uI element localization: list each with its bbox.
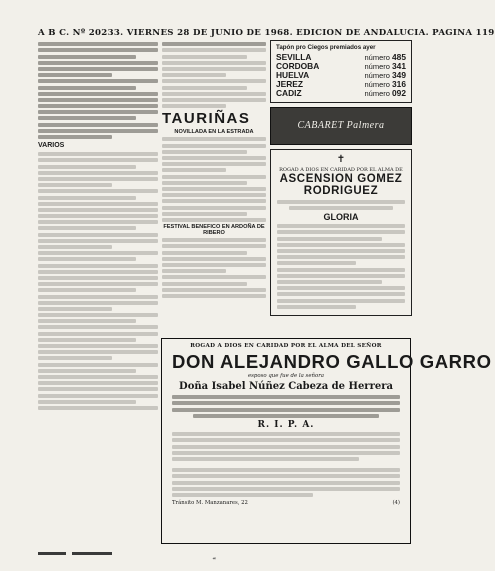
page-header: A B C. Nº 20233. VIERNES 28 DE JUNIO DE 1968. EDICION DE ANDALUCIA. PAGINA 119 (38, 28, 495, 38)
text-line (38, 307, 112, 311)
text-line (38, 135, 112, 139)
lottery-number: 485 (392, 51, 406, 62)
text-line (38, 48, 158, 52)
text-line (38, 55, 136, 59)
text-line (162, 175, 266, 179)
text-line (162, 263, 266, 267)
text-line (38, 42, 158, 46)
text-line (38, 344, 158, 348)
lottery-city: HUELVA (276, 69, 310, 80)
lottery-number: 341 (392, 60, 406, 71)
lottery-results-box (270, 40, 412, 103)
novillada-subhead: NOVILLADA EN LA ESTRADA (174, 129, 254, 136)
text-line (38, 363, 158, 367)
text-line (38, 177, 158, 181)
taurinas-title: TAURIÑAS (162, 110, 251, 128)
text-line (38, 338, 136, 342)
text-line (162, 193, 266, 197)
lottery-city: SEVILLA (276, 51, 312, 62)
text-line (162, 218, 266, 222)
lottery-city: JEREZ (276, 79, 303, 90)
lottery-label: número (364, 70, 393, 80)
text-line (162, 294, 266, 298)
lottery-city: CADIZ (276, 88, 302, 99)
text-line (162, 212, 247, 216)
text-line (38, 387, 158, 391)
text-line (38, 288, 136, 292)
text-line (38, 233, 158, 237)
lottery-title: Tapón pro Ciegos premiados ayer (276, 44, 376, 51)
text-line (38, 171, 158, 175)
obituary-big-top: ROGAD A DIOS EN CARIDAD POR EL ALMA DEL SEÑOR (190, 343, 382, 349)
text-line (38, 123, 158, 127)
text-line (38, 276, 158, 280)
text-line (38, 226, 136, 230)
text-line (38, 381, 158, 385)
text-line (38, 86, 136, 90)
text-line (38, 239, 158, 243)
lottery-city: CORDOBA (276, 60, 320, 71)
right-column (270, 40, 412, 336)
text-line (162, 206, 266, 210)
text-line (162, 282, 247, 286)
obituary-right-top: ROGAD A DIOS EN CARIDAD POR EL ALMA DE (279, 166, 403, 173)
obituary-big-footer-right: (4) (392, 500, 400, 506)
text-line (162, 144, 266, 148)
lottery-number: 092 (392, 88, 406, 99)
text-line (38, 220, 158, 224)
text-line (38, 165, 136, 169)
text-line (38, 295, 158, 299)
lottery-row (276, 89, 406, 98)
text-line (38, 152, 158, 156)
text-line (38, 282, 158, 286)
text-line (38, 375, 158, 379)
text-line (38, 189, 158, 193)
lottery-label: número (364, 61, 393, 71)
text-line (38, 183, 112, 187)
text-line (162, 257, 266, 261)
text-line (38, 79, 158, 83)
text-line (38, 264, 158, 268)
text-line (162, 162, 266, 166)
obituary-big-widow: Doña Isabel Núñez Cabeza de Herrera (179, 381, 393, 392)
text-line (162, 251, 247, 255)
text-line (162, 137, 266, 141)
text-line (38, 202, 158, 206)
text-line (162, 187, 266, 191)
festival-subhead: FESTIVAL BENEFICO EN ARDOÑA DE RIBERO (163, 224, 265, 237)
left-section-heading: VARIOS (38, 142, 65, 149)
text-line (162, 181, 247, 185)
text-line (162, 244, 266, 248)
cross-icon: ✝ (336, 153, 346, 165)
text-line (38, 73, 112, 77)
text-line (38, 319, 136, 323)
obituary-gallo-garro (161, 338, 492, 544)
text-line (38, 251, 158, 255)
obituary-right-gloria: GLORIA (323, 212, 359, 223)
obituary-big-name: DON ALEJANDRO GALLO GARRO (172, 351, 492, 372)
text-line (38, 129, 158, 133)
text-line (38, 196, 136, 200)
lottery-number: 316 (392, 79, 406, 90)
text-line (162, 156, 266, 160)
obituary-big-footer-left: Tránsito M. Manzanares, 22 (172, 500, 248, 506)
text-line (38, 67, 158, 71)
cabaret-advertisement (270, 107, 412, 145)
text-line (38, 356, 112, 360)
bottom-rule (38, 552, 410, 558)
left-column (38, 40, 158, 526)
text-line (38, 245, 112, 249)
ad-text: CABARET Palmera (297, 120, 385, 132)
text-line (38, 301, 158, 305)
text-line (38, 104, 158, 108)
text-line (38, 116, 136, 120)
text-line (38, 313, 158, 317)
text-line (38, 350, 158, 354)
text-line (38, 369, 136, 373)
text-line (38, 158, 158, 162)
text-line (38, 406, 158, 410)
lottery-number: 349 (392, 69, 406, 80)
text-line (162, 238, 266, 242)
text-line (38, 208, 158, 212)
obituary-right-name-2: RODRIGUEZ (303, 185, 379, 198)
text-line (162, 168, 226, 172)
obituary-ascension (270, 149, 412, 316)
text-line (38, 270, 158, 274)
text-line (162, 150, 247, 154)
text-line (38, 92, 158, 96)
page-footer-mark: ☙ (212, 556, 217, 562)
text-line (38, 61, 158, 65)
text-line (38, 400, 136, 404)
lottery-label: número (364, 89, 393, 99)
text-line (162, 288, 266, 292)
text-line (162, 275, 266, 279)
text-line (38, 98, 158, 102)
text-line (38, 110, 158, 114)
text-line (38, 257, 136, 261)
middle-column (162, 40, 266, 326)
text-line (38, 214, 158, 218)
text-line (162, 199, 266, 203)
text-line (162, 269, 226, 273)
text-line (38, 332, 158, 336)
text-line (38, 325, 158, 329)
lottery-label: número (364, 52, 393, 62)
obituary-big-rip: R. I. P. A. (257, 419, 315, 430)
lottery-label: número (364, 80, 393, 90)
text-line (38, 394, 158, 398)
obituary-big-sub: esposo que fue de la señora (247, 373, 325, 379)
obituary-right-name-1: ASCENSION GOMEZ (279, 172, 403, 185)
